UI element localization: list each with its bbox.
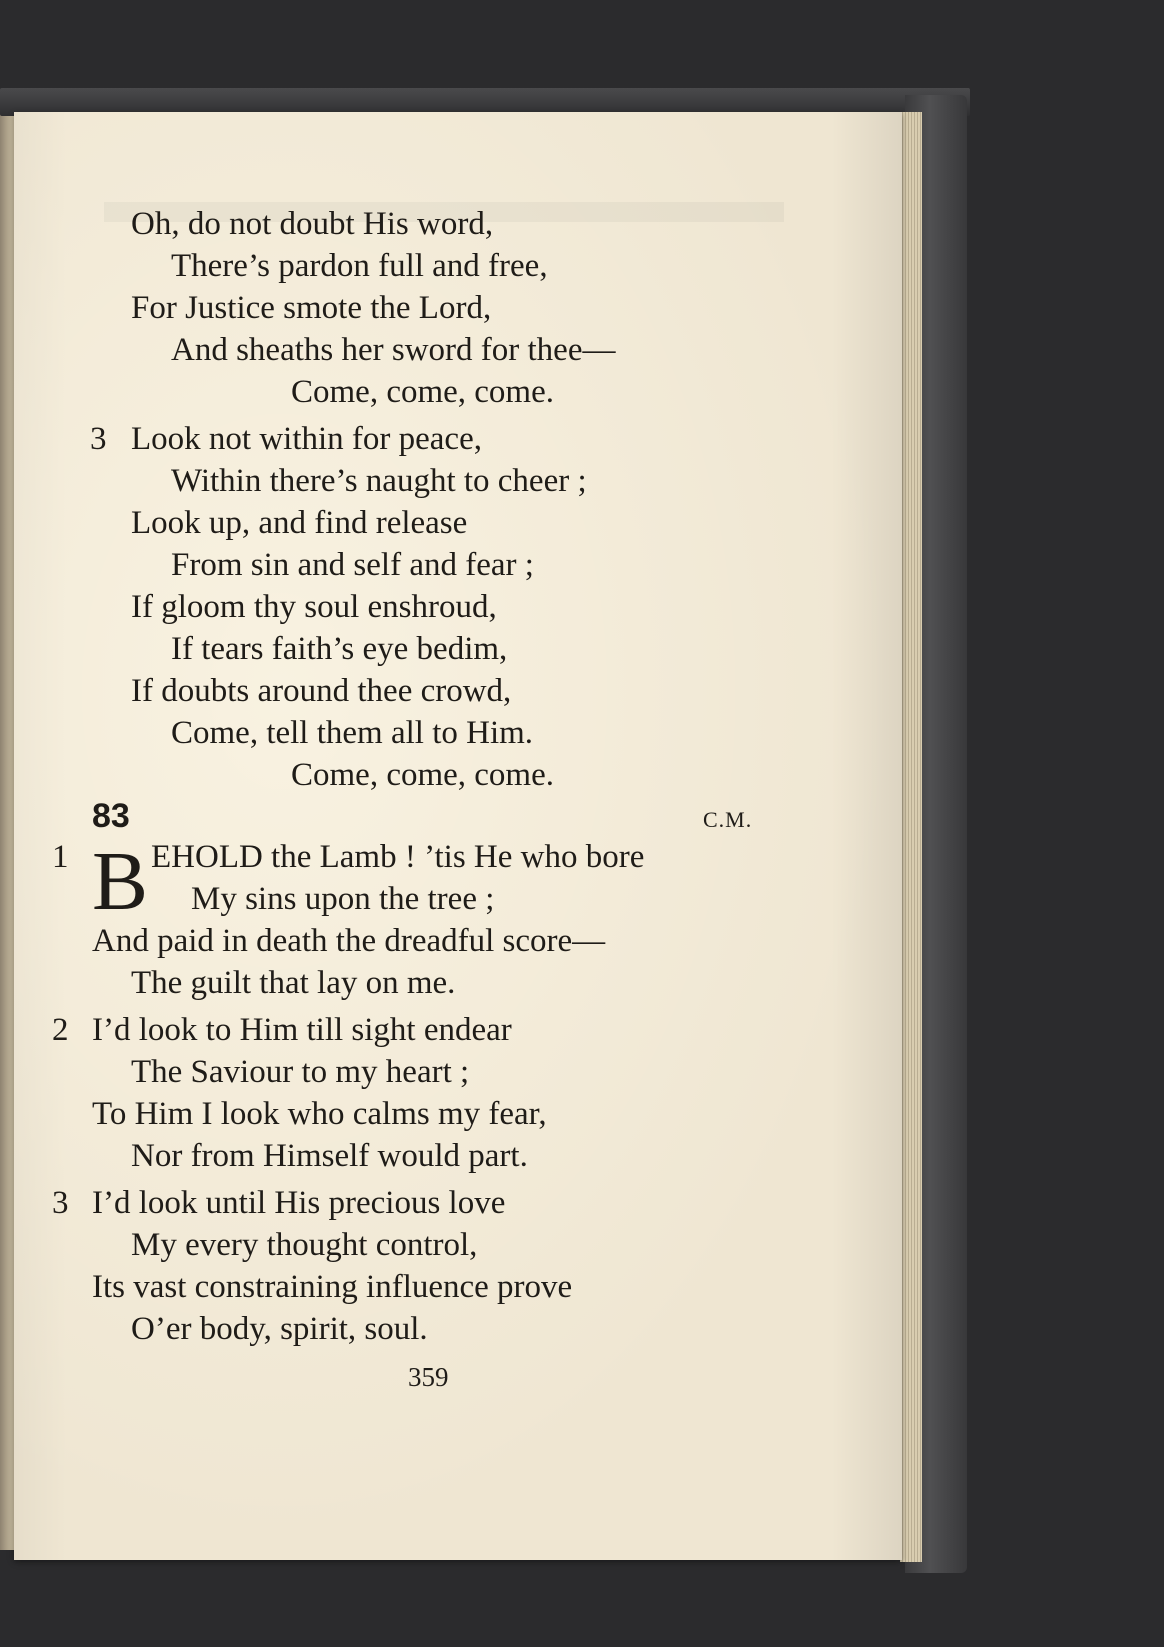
hymn-line: Look up, and find release (131, 505, 468, 541)
hymn-line: O’er body, spirit, soul. (131, 1311, 428, 1347)
hymn-line: EHOLD the Lamb ! ’tis He who bore (151, 839, 645, 875)
page-edges (900, 112, 922, 1562)
hymn-line: Come, come, come. (291, 374, 555, 410)
verse-number: 3 (52, 1185, 69, 1221)
hymn-line: And sheaths her sword for thee— (171, 332, 616, 368)
hymn-line: From sin and self and fear ; (171, 547, 534, 583)
verse-number: 1 (52, 839, 69, 875)
hymn-meter: C.M. (703, 807, 753, 832)
hymn-line: Within there’s naught to cheer ; (171, 463, 587, 499)
hymn-line: And paid in death the dreadful score— (92, 923, 606, 959)
hymn-line: I’d look to Him till sight endear (92, 1012, 512, 1048)
drop-cap: B (92, 835, 149, 928)
hymn-line: My every thought control, (131, 1227, 478, 1263)
hymn-line: Look not within for peace, (131, 421, 482, 457)
hymn-line: I’d look until His precious love (92, 1185, 506, 1221)
page-number: 359 (408, 1362, 449, 1392)
hymn-line: To Him I look who calms my fear, (92, 1096, 547, 1132)
hymn-line: If tears faith’s eye bedim, (171, 631, 508, 667)
book-page (14, 112, 902, 1560)
hymn-line: Its vast constraining influence prove (92, 1269, 573, 1305)
hymn-line: The Saviour to my heart ; (131, 1054, 470, 1090)
hymn-line: If doubts around thee crowd, (131, 673, 512, 709)
hymn-line: For Justice smote the Lord, (131, 290, 492, 326)
hymn-line: Oh, do not doubt His word, (131, 206, 494, 242)
verse-number: 2 (52, 1012, 69, 1048)
verse-number: 3 (90, 421, 107, 457)
hymn-line: Come, tell them all to Him. (171, 715, 534, 751)
hymn-line: There’s pardon full and free, (171, 248, 548, 284)
hymn-line: The guilt that lay on me. (131, 965, 456, 1001)
hymn-line: Nor from Himself would part. (131, 1138, 528, 1174)
left-page-edge (0, 110, 14, 1550)
hymn-line: Come, come, come. (291, 757, 555, 793)
hymn-line: If gloom thy soul enshroud, (131, 589, 497, 625)
hymn-line: My sins upon the tree ; (191, 881, 495, 917)
hymn-number: 83 (92, 797, 130, 835)
